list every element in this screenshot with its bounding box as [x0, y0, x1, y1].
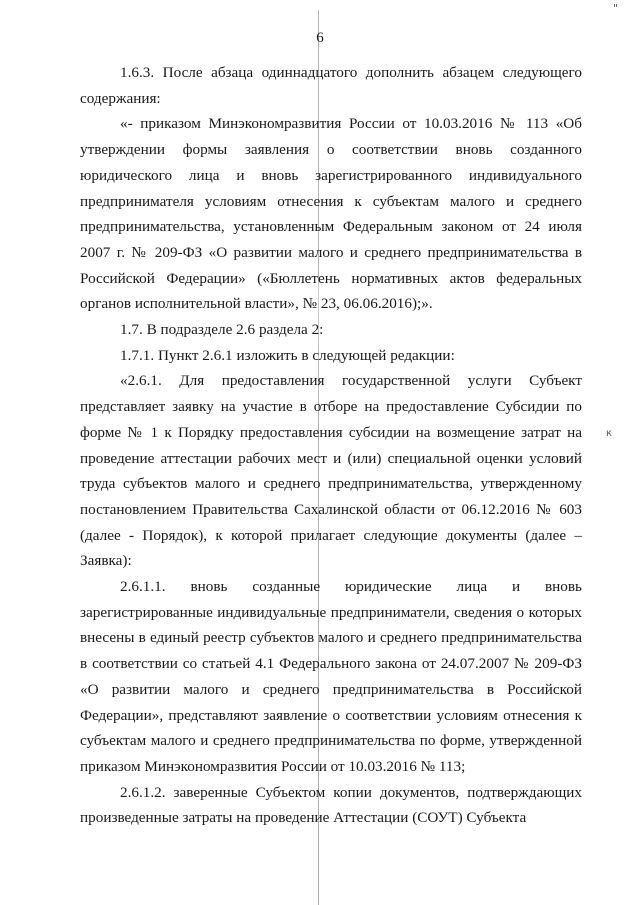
paragraph-2-6-1: «2.6.1. Для предоставления государственной услуги Субъект представляет заявку на участие в отборе на предоставление Субсидии по форме № 1 к Порядку предоставления субсидии на возмещение затрат на проведение аттестации рабочих мест и (или) специальной оценки условий труда субъектов малого и среднего предпринимательства, утвержденному постановлением Правительства Сахалинской области от 06.12.2016 № 603 (далее - Порядок), к которой прилагает следующие документы (далее – Заявка):	[80, 372, 582, 570]
paragraph-1-7-1: 1.7.1. Пункт 2.6.1 изложить в следующей редакции:	[120, 346, 455, 364]
page-number: 6	[316, 30, 324, 46]
paragraph-quote-order-113: «- приказом Минэкономразвития России от 10.03.2016 № 113 «Об утверждении формы заявления о соответствии вновь созданного юридического лица и вновь зарегистрированного индивидуального предпринимателя условиям отнесения к субъектам малого и среднего предпринимательства, установленным Федеральным законом от 24 июля 2007 г. № 209-ФЗ «О развитии малого и среднего предпринимательства в Российской Федерации» («Бюллетень нормативных актов федеральных органов исполнительной власти», № 23, 06.06.2016);».	[80, 115, 582, 313]
margin-mark: к	[605, 428, 612, 439]
paragraph-2-6-1-1: 2.6.1.1. вновь созданные юридические лица и вновь зарегистрированные индивидуальные предприниматели, сведения о которых внесены в единый реестр субъектов малого и среднего предпринимательства в соответствии со статьей 4.1 Федерального закона от 24.07.2007 № 209-ФЗ «О развитии малого и среднего предпринимательства в Российской Федерации», представляют заявление о соответствии условиям отнесения к субъектам малого и среднего предпринимательства по форме, утвержденной приказом Минэкономразвития России от 10.03.2016 № 113;	[80, 578, 582, 775]
document-body	[80, 60, 582, 831]
paragraph-2-6-1-2: 2.6.1.2. заверенные Субъектом копии документов, подтверждающих произведенные затраты на проведение Аттестации (СОУТ) Субъекта	[80, 783, 582, 827]
corner-mark: "	[612, 2, 618, 15]
paragraph-1-7: 1.7. В подразделе 2.6 раздела 2:	[120, 321, 324, 339]
paragraph-1-6-3: 1.6.3. После абзаца одиннадцатого дополнить абзацем следующего содержания:	[80, 64, 582, 107]
